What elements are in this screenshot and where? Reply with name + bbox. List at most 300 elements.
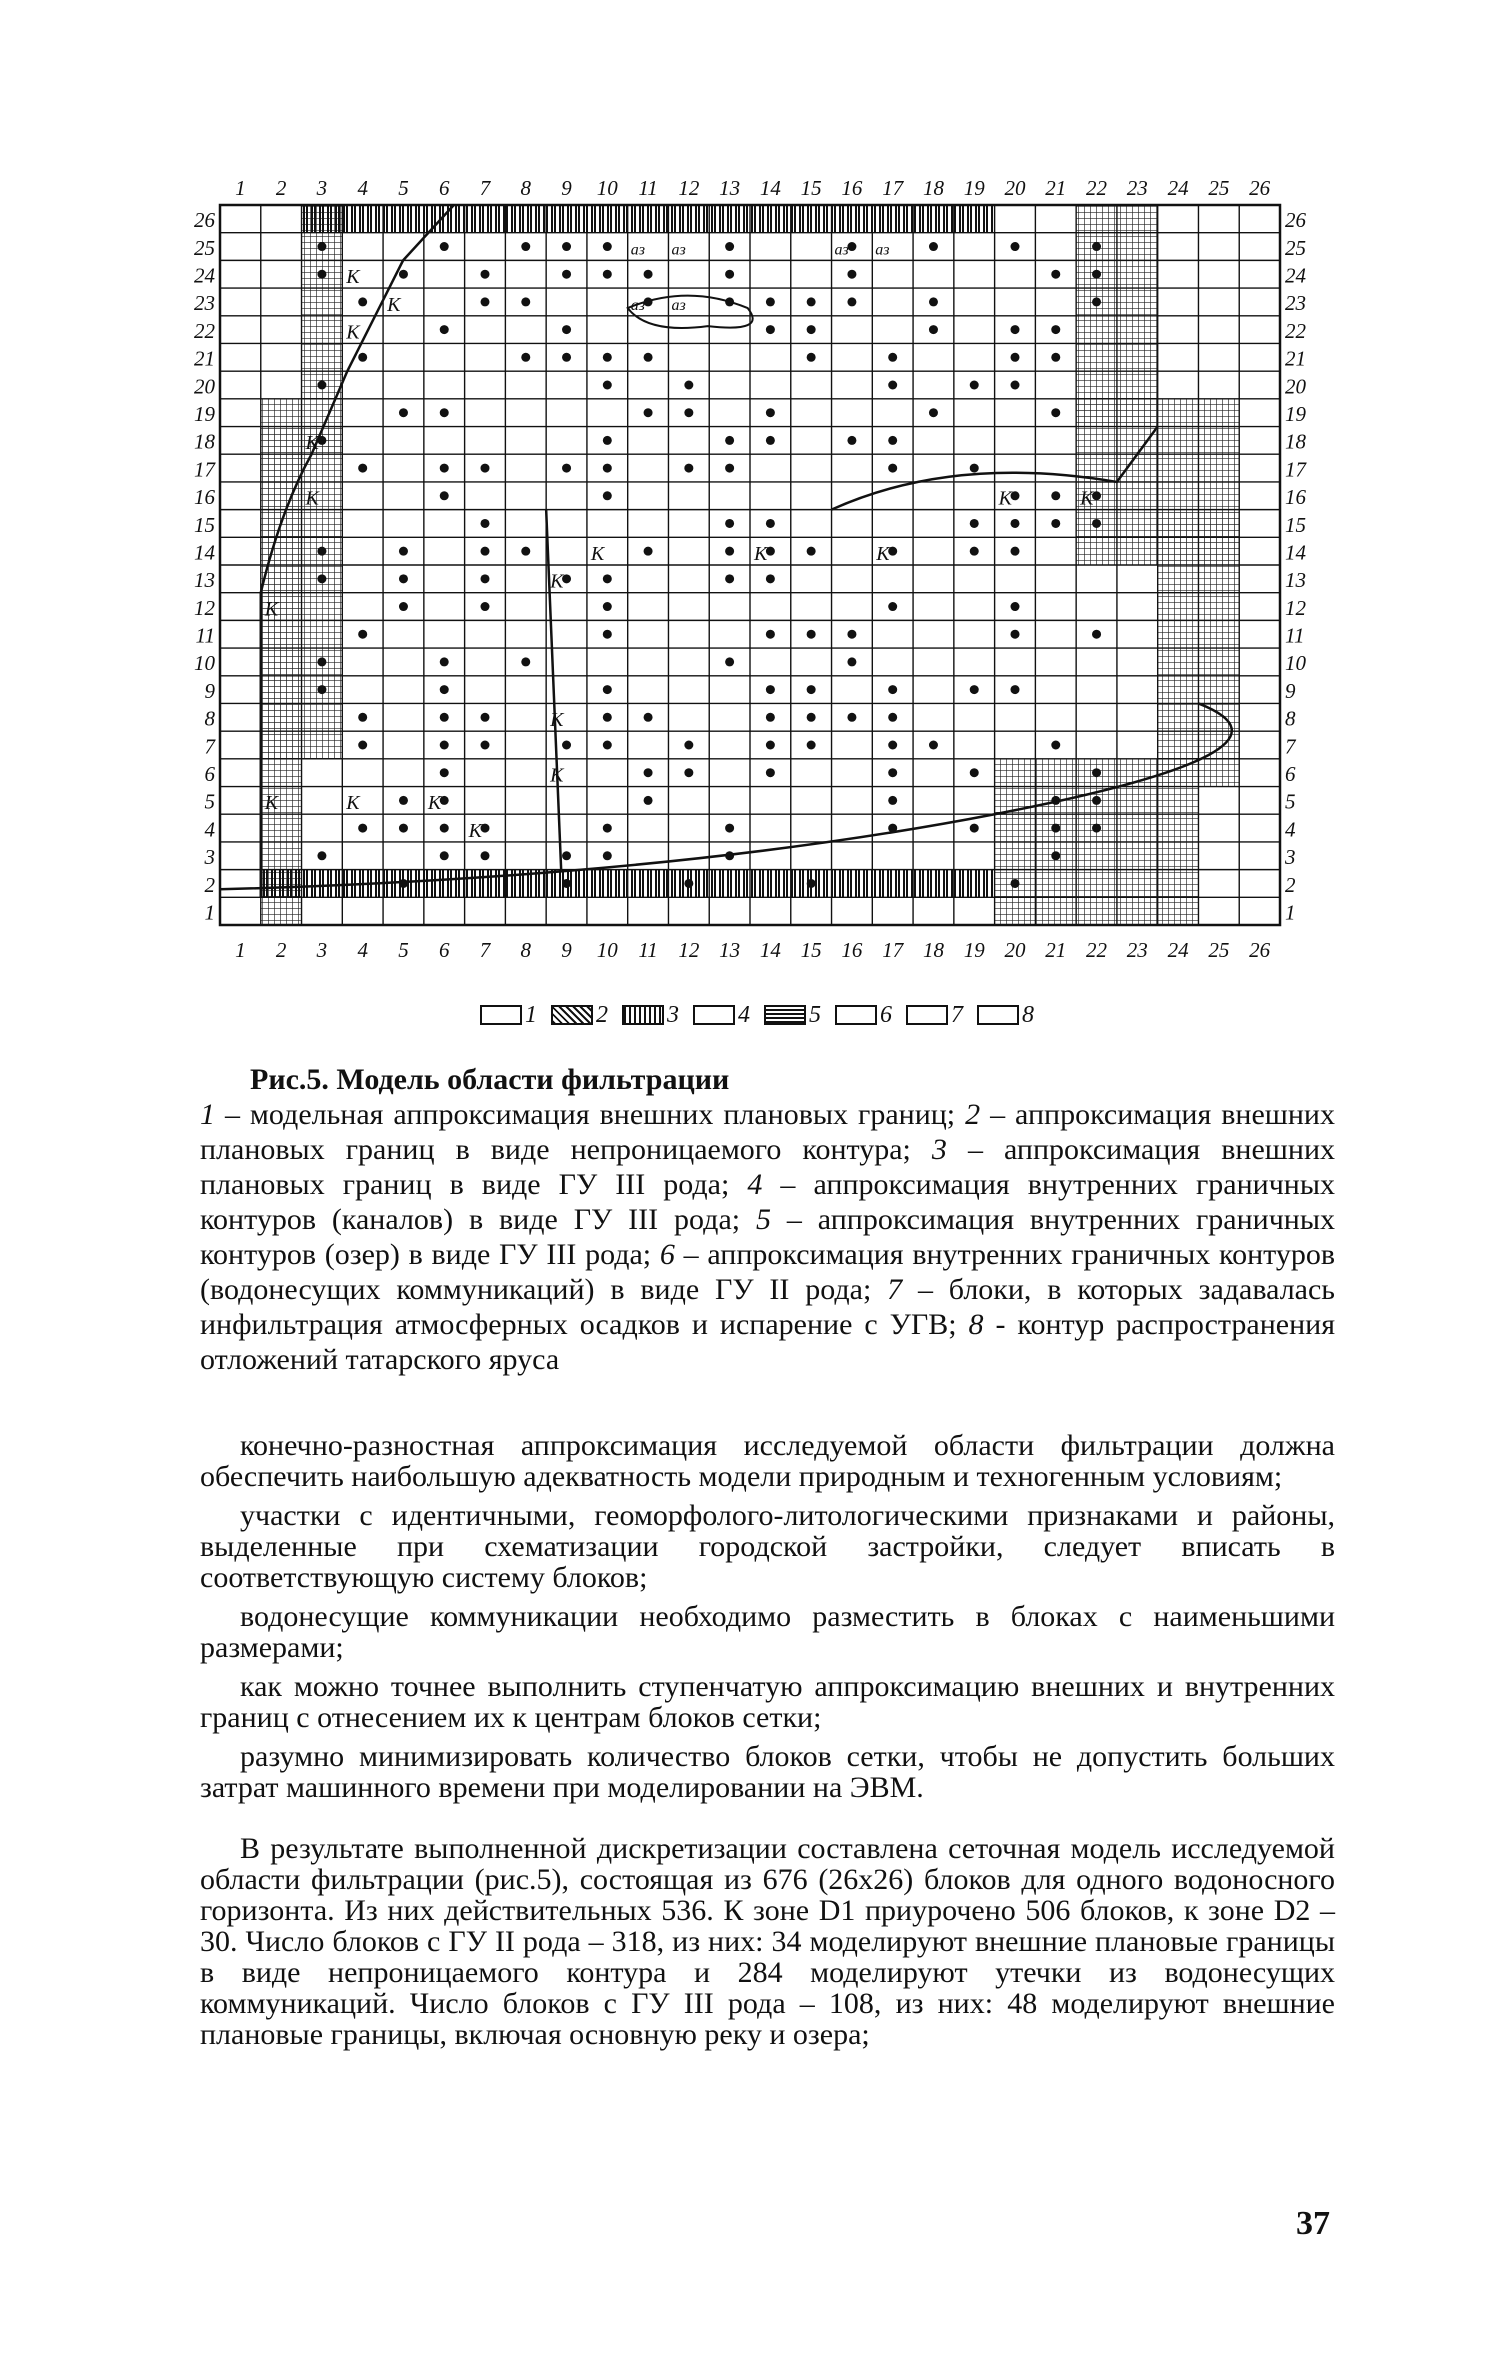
axis-tick-label: 22 — [1086, 938, 1108, 962]
block-dot — [929, 408, 938, 417]
block-dot — [725, 464, 734, 473]
block-dot — [807, 297, 816, 306]
axis-tick-label: 7 — [479, 938, 491, 962]
axis-tick-label: 15 — [800, 938, 822, 962]
axis-tick-label: 24 — [1167, 938, 1189, 962]
axis-tick-label: 19 — [1285, 402, 1306, 426]
block-dot — [725, 547, 734, 556]
block-dot — [888, 796, 897, 805]
axis-tick-label: 16 — [194, 485, 215, 510]
block-dot — [1011, 353, 1020, 362]
axis-tick-label: 23 — [1285, 291, 1306, 316]
axis-tick-label: 11 — [638, 938, 658, 962]
legend-item — [480, 1002, 537, 1029]
channel-marker: К — [550, 709, 564, 732]
block-dot — [807, 879, 816, 888]
axis-tick-label: 8 — [1285, 706, 1296, 731]
caption-item-number: 6 — [659, 1238, 675, 1271]
caption-item-number: 7 — [887, 1273, 903, 1306]
block-dot — [358, 353, 367, 362]
block-dot — [603, 602, 612, 611]
axis-tick-label: 5 — [204, 789, 215, 814]
channel-marker: К — [427, 792, 442, 815]
block-dot — [807, 547, 816, 556]
caption-item-text: – модельная аппроксимация внешних плановых границ; — [215, 1098, 966, 1131]
axis-tick-label: 18 — [922, 938, 944, 962]
axis-tick-label: 20 — [1004, 176, 1026, 200]
axis-tick-label: 11 — [1285, 623, 1305, 648]
axis-tick-label: 17 — [194, 457, 215, 482]
axis-tick-label: 13 — [719, 938, 741, 962]
block-dot — [807, 630, 816, 639]
block-dot — [481, 270, 490, 279]
block-dot — [970, 824, 979, 833]
axis-tick-label: 25 — [1285, 235, 1306, 260]
axis-tick-label: 21 — [1045, 938, 1067, 962]
axis-tick-label: 18 — [1285, 429, 1306, 454]
block-dot — [317, 242, 326, 251]
block-dot — [603, 685, 612, 694]
caption-item-text: – аппроксимация внешних плановых границ в виде ГУ III рода; — [200, 1133, 1336, 1201]
block-dot — [644, 408, 653, 417]
axis-tick-label: 1 — [235, 938, 246, 962]
block-dot — [399, 879, 408, 888]
axis-tick-label: 10 — [596, 176, 618, 200]
block-dot — [888, 602, 897, 611]
legend-swatch-icon — [764, 1005, 806, 1025]
block-dot — [1051, 519, 1060, 528]
block-dot — [725, 657, 734, 666]
axis-tick-label: 26 — [1285, 208, 1306, 233]
block-dot — [766, 519, 775, 528]
axis-tick-label: 5 — [1285, 789, 1296, 814]
block-dot — [929, 242, 938, 251]
lake-label: аз — [630, 296, 645, 314]
axis-tick-label: 10 — [1285, 651, 1306, 676]
axis-tick-label: 25 — [1208, 938, 1230, 962]
channel-marker: К — [590, 543, 605, 565]
axis-tick-label: 5 — [398, 938, 409, 962]
axis-tick-label: 11 — [638, 176, 658, 200]
axis-tick-label: 11 — [195, 623, 215, 648]
axis-tick-label: 10 — [194, 651, 215, 676]
caption-items — [200, 1097, 1335, 1377]
block-dot — [603, 741, 612, 750]
block-dot — [725, 824, 734, 833]
channel-marker: К — [264, 598, 279, 621]
block-dot — [440, 657, 449, 666]
axis-tick-label: 14 — [194, 540, 215, 565]
block-dot — [644, 547, 653, 556]
block-dot — [481, 464, 490, 473]
axis-tick-label: 19 — [194, 402, 215, 426]
legend-item — [977, 1002, 1034, 1029]
block-dot — [766, 685, 775, 694]
block-dot — [1051, 491, 1060, 500]
caption-item-number: 5 — [756, 1203, 771, 1236]
block-dot — [521, 353, 530, 362]
block-dot — [603, 270, 612, 279]
block-dot — [766, 574, 775, 583]
axis-tick-label: 6 — [438, 176, 450, 200]
block-dot — [847, 630, 856, 639]
axis-tick-label: 24 — [194, 263, 215, 288]
block-dot — [1011, 602, 1020, 611]
block-dot — [644, 796, 653, 805]
legend-number: 7 — [951, 1001, 963, 1028]
axis-tick-label: 20 — [1285, 374, 1306, 399]
block-dot — [847, 270, 856, 279]
block-dot — [1092, 242, 1101, 251]
block-dot — [399, 824, 408, 833]
block-dot — [358, 741, 367, 750]
axis-tick-label: 17 — [882, 938, 904, 962]
block-dot — [725, 436, 734, 445]
axis-tick-label: 9 — [204, 678, 215, 703]
block-dot — [358, 630, 367, 639]
block-dot — [1092, 519, 1101, 528]
axis-tick-label: 6 — [1285, 762, 1296, 786]
block-dot — [521, 657, 530, 666]
block-dot — [440, 242, 449, 251]
block-dot — [766, 297, 775, 306]
axis-tick-label: 12 — [678, 938, 700, 962]
block-dot — [317, 574, 326, 583]
block-dot — [888, 713, 897, 722]
legend-number: 8 — [1022, 1001, 1034, 1028]
axis-tick-label: 23 — [1126, 176, 1148, 200]
channel-marker: К — [876, 543, 890, 565]
paragraph: участки с идентичными, геоморфолого-литологическими признаками и районы, выделенные при схематизации городской застройки, следует вписать в соответствующую систему блоков; — [200, 1499, 1335, 1594]
block-dot — [766, 768, 775, 777]
axis-tick-label: 22 — [1086, 176, 1108, 200]
axis-tick-label: 4 — [204, 817, 215, 842]
axis-tick-label: 17 — [1285, 457, 1306, 482]
caption-title: Рис.5. Модель области фильтрации — [250, 1063, 730, 1096]
axis-tick-label: 6 — [204, 762, 215, 786]
block-dot — [399, 270, 408, 279]
block-dot — [1092, 270, 1101, 279]
legend-item — [906, 1002, 963, 1029]
block-dot — [684, 381, 693, 390]
legend-item — [551, 1002, 608, 1029]
block-dot — [1011, 325, 1020, 334]
axis-tick-label: 3 — [316, 938, 328, 962]
legend-swatch-icon — [622, 1005, 664, 1025]
block-dot — [1092, 824, 1101, 833]
block-dot — [1051, 270, 1060, 279]
block-dot — [1051, 408, 1060, 417]
axis-tick-label: 5 — [398, 176, 409, 200]
axis-tick-label: 12 — [678, 176, 700, 200]
block-dot — [481, 574, 490, 583]
axis-tick-label: 3 — [204, 845, 215, 870]
legend-number: 2 — [596, 1001, 608, 1028]
axis-tick-label: 26 — [1249, 176, 1271, 200]
caption-item-text: – аппроксимация внутренних граничных контуров (водонесущих коммуникаций) в виде ГУ II рода; — [200, 1238, 1336, 1306]
lake-label: аз — [875, 241, 890, 259]
block-dot — [970, 464, 979, 473]
axis-tick-label: 2 — [275, 938, 287, 962]
block-dot — [644, 270, 653, 279]
axis-tick-label: 19 — [963, 176, 985, 200]
block-dot — [929, 741, 938, 750]
block-dot — [644, 768, 653, 777]
axis-tick-label: 9 — [1285, 678, 1296, 703]
block-dot — [481, 602, 490, 611]
block-dot — [725, 270, 734, 279]
axis-tick-label: 18 — [922, 176, 944, 200]
block-dot — [1051, 353, 1060, 362]
block-dot — [684, 879, 693, 888]
block-dot — [603, 436, 612, 445]
block-dot — [399, 574, 408, 583]
caption-item-number: 1 — [200, 1098, 215, 1131]
block-dot — [1092, 297, 1101, 306]
axis-tick-label: 7 — [1285, 734, 1296, 759]
block-dot — [644, 713, 653, 722]
block-dot — [317, 381, 326, 390]
block-dot — [888, 353, 897, 362]
axis-tick-label: 2 — [1285, 872, 1296, 897]
block-dot — [1051, 851, 1060, 860]
axis-tick-label: 8 — [204, 706, 215, 731]
caption-item-text: – аппроксимация внутренних граничных контуров (озер) в виде ГУ III рода; — [200, 1203, 1336, 1271]
axis-tick-label: 9 — [561, 176, 572, 200]
paragraph: водонесущие коммуникации необходимо разместить в блоках с наименьшими размерами; — [200, 1600, 1335, 1664]
legend-swatch-icon — [480, 1005, 522, 1025]
axis-tick-label: 4 — [357, 938, 368, 962]
block-dot — [807, 741, 816, 750]
block-dot — [440, 491, 449, 500]
caption-item-text: – аппроксимация внешних плановых границ в виде непроницаемого контура; — [200, 1098, 1335, 1166]
axis-tick-label: 26 — [1249, 938, 1271, 962]
block-dot — [440, 464, 449, 473]
block-dot — [807, 325, 816, 334]
axis-tick-label: 8 — [520, 938, 532, 962]
block-dot — [1092, 768, 1101, 777]
block-dot — [1011, 547, 1020, 556]
block-dot — [929, 297, 938, 306]
block-dot — [970, 519, 979, 528]
block-dot — [562, 353, 571, 362]
block-dot — [317, 547, 326, 556]
axis-tick-label: 7 — [204, 734, 215, 759]
block-dot — [603, 353, 612, 362]
axis-tick-label: 1 — [1285, 900, 1296, 925]
axis-tick-label: 8 — [520, 176, 532, 200]
figure-legend — [480, 1000, 1080, 1030]
block-dot — [562, 741, 571, 750]
legend-swatch-icon — [551, 1005, 593, 1025]
axis-tick-label: 14 — [759, 938, 781, 962]
legend-number: 1 — [525, 1001, 537, 1028]
legend-swatch-icon — [835, 1005, 877, 1025]
block-dot — [521, 547, 530, 556]
block-dot — [725, 574, 734, 583]
block-dot — [562, 851, 571, 860]
figure-caption — [200, 1062, 1335, 1377]
legend-number: 5 — [809, 1001, 821, 1028]
block-dot — [440, 713, 449, 722]
block-dot — [440, 325, 449, 334]
block-dot — [1011, 242, 1020, 251]
block-dot — [481, 713, 490, 722]
axis-tick-label: 16 — [841, 938, 863, 962]
block-dot — [1011, 685, 1020, 694]
block-dot — [766, 713, 775, 722]
block-dot — [684, 741, 693, 750]
paragraph: В результате выполненной дискретизации составлена сеточная модель исследуемой области фильтрации (рис.5), состоящая из 676 (26х26) блоков для одного водоносного горизонта. Из них действительных 536. К зоне D1 приурочено 506 блоков, к зоне D2 – 30. Число блоков с ГУ II рода – 318, из них: 34 моделируют внешние плановые границы в виде непроницаемого контура и 284 моделируют утечки из водонесущих коммуникаций. Число блоков с ГУ III рода – 108, из них: 48 моделируют внешние плановые границы, включая основную реку и озера; — [200, 1832, 1335, 2051]
axis-tick-label: 23 — [1126, 938, 1148, 962]
axis-tick-label: 24 — [1285, 263, 1306, 288]
block-dot — [317, 270, 326, 279]
legend-number: 3 — [667, 1001, 679, 1028]
body-text — [200, 1430, 1335, 2058]
block-dot — [766, 741, 775, 750]
axis-tick-label: 22 — [1285, 318, 1306, 343]
block-dot — [888, 436, 897, 445]
axis-tick-label: 23 — [194, 291, 215, 316]
block-dot — [847, 436, 856, 445]
axis-tick-label: 10 — [596, 938, 618, 962]
block-dot — [888, 464, 897, 473]
block-dot — [562, 325, 571, 334]
axis-tick-label: 14 — [1285, 540, 1306, 565]
block-dot — [358, 464, 367, 473]
axis-tick-label: 18 — [194, 429, 215, 454]
channel-marker: К — [346, 321, 360, 344]
block-dot — [1092, 630, 1101, 639]
legend-swatch-icon — [906, 1005, 948, 1025]
channel-marker: К — [264, 792, 279, 815]
block-dot — [766, 630, 775, 639]
legend-swatch-icon — [693, 1005, 735, 1025]
axis-tick-label: 1 — [204, 900, 215, 925]
block-dot — [358, 297, 367, 306]
block-dot — [399, 547, 408, 556]
block-dot — [603, 381, 612, 390]
block-dot — [317, 657, 326, 666]
legend-number: 4 — [738, 1001, 750, 1028]
channel-marker: К — [998, 487, 1012, 510]
axis-tick-label: 3 — [316, 176, 328, 200]
block-dot — [562, 242, 571, 251]
lake-label: аз — [671, 241, 686, 259]
block-dot — [847, 713, 856, 722]
block-dot — [929, 325, 938, 334]
lake-label: аз — [630, 241, 645, 259]
caption-item-number: 3 — [931, 1133, 947, 1166]
grid-model-diagram — [190, 170, 1350, 1040]
block-dot — [766, 408, 775, 417]
axis-tick-label: 20 — [1004, 938, 1026, 962]
legend-item — [764, 1002, 821, 1029]
axis-tick-label: 25 — [1208, 176, 1230, 200]
axis-tick-label: 15 — [1285, 512, 1306, 537]
axis-tick-label: 6 — [438, 938, 450, 962]
legend-item — [835, 1002, 892, 1029]
block-dot — [440, 741, 449, 750]
channel-marker: К — [305, 487, 319, 510]
block-dot — [888, 685, 897, 694]
axis-tick-label: 20 — [194, 374, 215, 399]
block-dot — [1092, 796, 1101, 805]
axis-tick-label: 3 — [1285, 845, 1296, 870]
block-dot — [807, 685, 816, 694]
block-dot — [317, 851, 326, 860]
legend-item — [622, 1002, 679, 1029]
axis-tick-label: 4 — [357, 176, 368, 200]
axis-tick-label: 25 — [194, 235, 215, 260]
axis-tick-label: 2 — [204, 872, 215, 897]
axis-tick-label: 21 — [194, 346, 215, 371]
block-dot — [440, 685, 449, 694]
block-dot — [603, 491, 612, 500]
channel-marker: К — [550, 764, 564, 787]
block-dot — [440, 768, 449, 777]
block-dot — [847, 297, 856, 306]
block-dot — [725, 519, 734, 528]
block-dot — [888, 741, 897, 750]
block-dot — [603, 824, 612, 833]
channel-marker: К — [1080, 487, 1094, 510]
axis-tick-label: 15 — [194, 512, 215, 537]
block-dot — [481, 519, 490, 528]
caption-item-number: 8 — [968, 1308, 984, 1341]
channel-marker: К — [305, 432, 319, 455]
block-dot — [562, 879, 571, 888]
legend-swatch-icon — [977, 1005, 1019, 1025]
axis-tick-label: 13 — [719, 176, 741, 200]
block-dot — [603, 464, 612, 473]
axis-tick-label: 15 — [800, 176, 822, 200]
axis-tick-label: 7 — [479, 176, 491, 200]
block-dot — [562, 464, 571, 473]
block-dot — [603, 713, 612, 722]
legend-number: 6 — [880, 1001, 892, 1028]
block-dot — [766, 325, 775, 334]
block-dot — [399, 408, 408, 417]
block-dot — [481, 547, 490, 556]
axis-tick-label: 9 — [561, 938, 572, 962]
block-dot — [970, 768, 979, 777]
block-dot — [644, 353, 653, 362]
block-dot — [562, 270, 571, 279]
paragraph: как можно точнее выполнить ступенчатую аппроксимацию внешних и внутренних границ с отнесением их к центрам блоков сетки; — [200, 1670, 1335, 1734]
axis-tick-label: 14 — [759, 176, 781, 200]
block-dot — [603, 242, 612, 251]
block-dot — [481, 297, 490, 306]
block-dot — [521, 242, 530, 251]
block-dot — [399, 796, 408, 805]
block-dot — [440, 851, 449, 860]
axis-tick-label: 16 — [841, 176, 863, 200]
block-dot — [888, 381, 897, 390]
lake-label: аз — [834, 241, 849, 259]
block-dot — [1011, 879, 1020, 888]
paragraph: конечно-разностная аппроксимация исследуемой области фильтрации должна обеспечить наибольшую адекватность модели природным и техногенным условиям; — [200, 1429, 1335, 1493]
block-dot — [684, 464, 693, 473]
page-number: 37 — [1296, 2205, 1330, 2242]
block-dot — [481, 851, 490, 860]
block-dot — [399, 602, 408, 611]
caption-item-text: – блоки, в которых задавалась инфильтрация атмосферных осадков и испарение с УГВ; — [200, 1273, 1335, 1341]
block-dot — [970, 381, 979, 390]
block-dot — [1011, 630, 1020, 639]
channel-marker: К — [550, 570, 564, 593]
block-dot — [807, 713, 816, 722]
